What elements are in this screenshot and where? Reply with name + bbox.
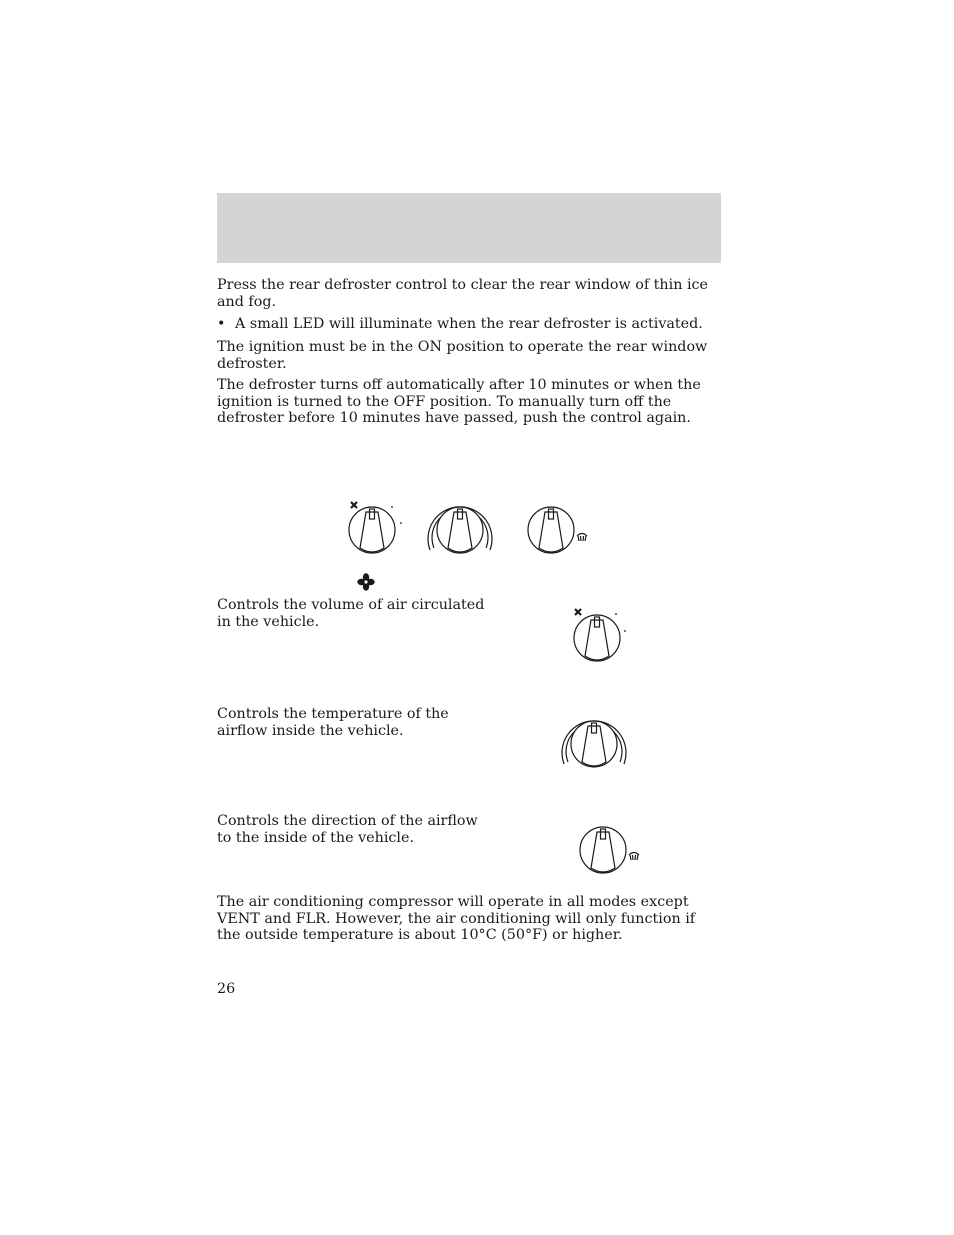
temperature-knob-icon <box>424 492 496 560</box>
temperature-description: Controls the temperature of the airflow inside the vehicle. <box>217 706 449 739</box>
airflow-mode-knob-icon <box>576 818 648 880</box>
page-number: 26 <box>217 981 236 997</box>
defrost-icon <box>629 853 639 861</box>
fan-icon <box>357 573 375 591</box>
mode-description: Controls the direction of the airflow to the inside of the vehicle. <box>217 813 478 846</box>
section-header-band <box>217 193 721 263</box>
fan-speed-knob-icon <box>565 604 635 666</box>
led-bullet-text: A small LED will illuminate when the rear defroster is activated. <box>235 316 703 332</box>
ac-compressor-note: The air conditioning compressor will operate in all modes except VENT and FLR. However, the air conditioning will only function if the outside temperature is about 10°C (50°F) or higher. <box>217 894 696 944</box>
fan-speed-knob-icon <box>340 498 410 560</box>
ignition-note: The ignition must be in the ON position to operate the rear window defroster. <box>217 339 708 372</box>
fan-description: Controls the volume of air circulated in the vehicle. <box>217 597 485 630</box>
bullet-marker: • <box>217 316 226 332</box>
rear-defroster-intro: Press the rear defroster control to clear the rear window of thin ice and fog. <box>217 277 709 310</box>
airflow-mode-knob-icon <box>524 498 596 560</box>
defrost-icon <box>577 534 587 542</box>
defroster-auto-off-note: The defroster turns off automatically after 10 minutes or when the ignition is turned to the OFF position. To manually turn off the defroster before 10 minutes have passed, push the control again. <box>217 377 701 427</box>
temperature-knob-icon <box>558 706 630 774</box>
